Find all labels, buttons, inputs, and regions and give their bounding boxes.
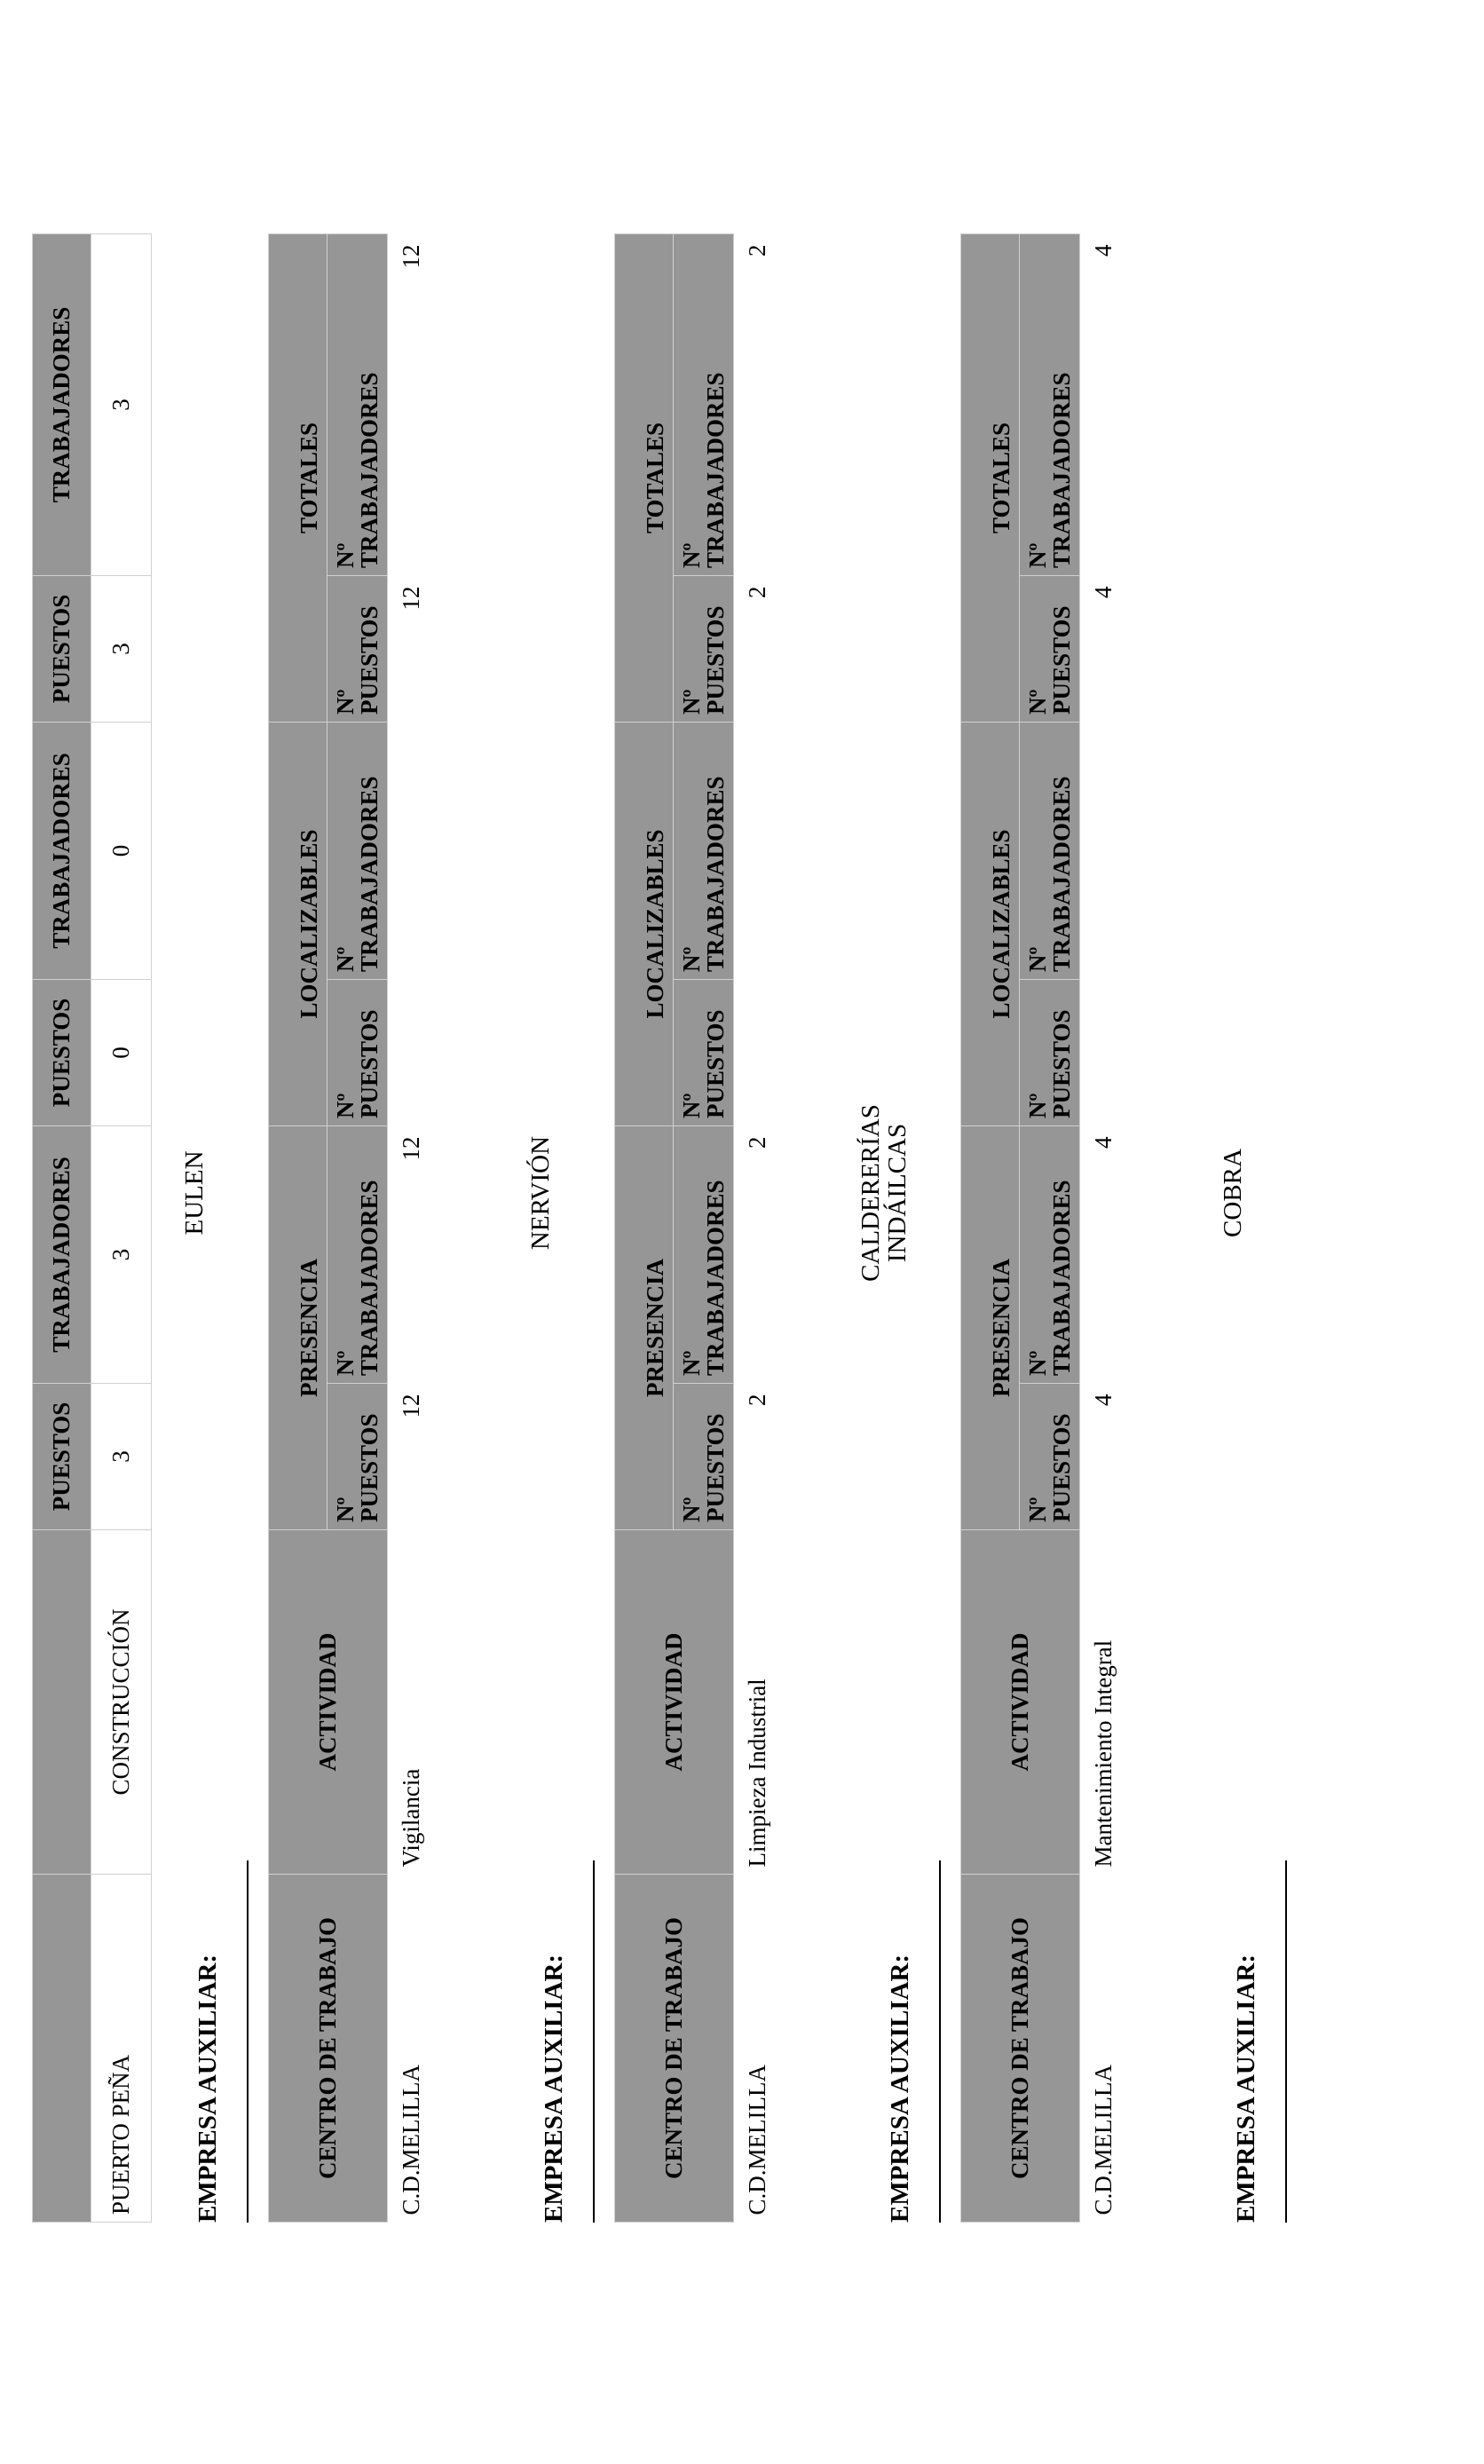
header-centro: CENTRO DE TRABAJO bbox=[615, 1875, 734, 2223]
totales-trabajadores-cell: 2 bbox=[743, 244, 770, 257]
label-underline bbox=[593, 1860, 595, 2223]
totales-trabajadores-cell: 3 bbox=[91, 234, 152, 576]
company-name-line-1: CALDERERÍAS bbox=[856, 1104, 885, 1282]
totales-puestos-cell: 12 bbox=[397, 586, 424, 611]
label-underline bbox=[939, 1860, 941, 2223]
section-cobra bbox=[1219, 234, 1314, 2223]
header-presencia-trabajadores: Nº TRABAJADORES bbox=[328, 1126, 388, 1384]
presencia-trabajadores-cell: 12 bbox=[397, 1136, 424, 1161]
top-table bbox=[32, 233, 152, 2223]
header-presencia-trabajadores: Nº TRABAJADORES bbox=[674, 1126, 734, 1384]
header-totales-puestos: Nº PUESTOS bbox=[674, 575, 734, 722]
centro-cell: C.D.MELILLA bbox=[743, 2065, 770, 2215]
centro-cell: C.D.MELILLA bbox=[397, 2065, 424, 2215]
empresa-auxiliar-label: EMPRESA AUXILIAR: bbox=[886, 1954, 914, 2223]
header-presencia-trabajadores: Nº TRABAJADORES bbox=[1020, 1126, 1080, 1384]
top-table-header-row bbox=[33, 234, 91, 2223]
header-totales: TOTALES bbox=[961, 233, 1020, 722]
header-presencia-puestos: Nº PUESTOS bbox=[1020, 1384, 1080, 1530]
header-centro: CENTRO DE TRABAJO bbox=[961, 1875, 1080, 2223]
header-totales-trabajadores: Nº TRABAJADORES bbox=[674, 233, 734, 575]
header-localizables: LOCALIZABLES bbox=[961, 722, 1020, 1125]
header-presencia: PRESENCIA bbox=[269, 1126, 328, 1530]
company-name: COBRA bbox=[1219, 1149, 1247, 1237]
localizables-trabajadores-cell: 0 bbox=[91, 723, 152, 980]
header-presencia-puestos: Nº PUESTOS bbox=[328, 1384, 388, 1530]
header-actividad: ACTIVIDAD bbox=[269, 1530, 388, 1875]
section-table bbox=[614, 233, 771, 2223]
section-nervion bbox=[526, 234, 799, 2223]
localizables-puestos-cell: 0 bbox=[91, 980, 152, 1126]
localizables-trabajadores-cell bbox=[734, 722, 771, 979]
header-totales-trabajadores: Nº TRABAJADORES bbox=[1020, 233, 1080, 575]
totales-trabajadores-cell: 4 bbox=[1089, 244, 1117, 257]
section-calderarias bbox=[856, 234, 1145, 2223]
header-presencia-puestos: Nº PUESTOS bbox=[674, 1384, 734, 1530]
actividad-cell: CONSTRUCCIÓN bbox=[91, 1530, 152, 1875]
localizables-trabajadores-cell bbox=[1080, 722, 1117, 979]
empresa-auxiliar-label: EMPRESA AUXILIAR: bbox=[193, 1954, 222, 2223]
actividad-cell: Mantenimiento Integral bbox=[1089, 1639, 1117, 1868]
header-localizables-puestos: Nº PUESTOS bbox=[674, 980, 734, 1126]
header-totales-trabajadores: Nº TRABAJADORES bbox=[328, 233, 388, 575]
header-localizables-trabajadores: Nº TRABAJADORES bbox=[674, 722, 734, 979]
header-localizables-puestos: PUESTOS bbox=[33, 980, 91, 1126]
totales-trabajadores-cell: 12 bbox=[397, 244, 424, 269]
header-presencia: PRESENCIA bbox=[615, 1126, 674, 1530]
header-localizables: LOCALIZABLES bbox=[615, 722, 674, 1125]
company-name: EULEN bbox=[180, 1150, 209, 1236]
header-totales-puestos: Nº PUESTOS bbox=[328, 575, 388, 722]
presencia-trabajadores-cell: 3 bbox=[91, 1126, 152, 1384]
presencia-trabajadores-cell: 4 bbox=[1089, 1136, 1117, 1149]
localizables-trabajadores-cell bbox=[388, 722, 425, 979]
presencia-puestos-cell: 12 bbox=[397, 1394, 424, 1418]
label-underline bbox=[247, 1860, 249, 2223]
totales-puestos-cell: 3 bbox=[91, 576, 152, 723]
actividad-cell: Limpieza Industrial bbox=[743, 1678, 770, 1868]
header-localizables: LOCALIZABLES bbox=[269, 722, 328, 1125]
header-presencia-trabajadores: TRABAJADORES bbox=[33, 1126, 91, 1384]
label-underline bbox=[1285, 1860, 1287, 2223]
centro-cell: C.D.MELILLA bbox=[1089, 2065, 1117, 2215]
header-totales: TOTALES bbox=[615, 233, 674, 722]
header-localizables-puestos: Nº PUESTOS bbox=[328, 980, 388, 1126]
top-table-block bbox=[32, 234, 151, 2223]
header-blank-actividad bbox=[33, 1530, 91, 1875]
company-name-line-2: INDÁILCAS bbox=[883, 1123, 912, 1263]
section-table bbox=[268, 233, 425, 2223]
header-localizables-trabajadores: TRABAJADORES bbox=[33, 723, 91, 980]
header-blank-centro bbox=[33, 1875, 91, 2223]
centro-cell: PUERTO PEÑA bbox=[91, 1875, 152, 2223]
section-eulen bbox=[180, 234, 453, 2223]
company-name bbox=[857, 998, 912, 1388]
table-row bbox=[91, 234, 152, 2223]
table-row bbox=[388, 233, 425, 2222]
table-row bbox=[734, 233, 771, 2222]
presencia-puestos-cell: 2 bbox=[743, 1394, 770, 1406]
company-name: NERVIÓN bbox=[526, 1135, 555, 1251]
header-totales-puestos: Nº PUESTOS bbox=[1020, 575, 1080, 722]
header-presencia-puestos: PUESTOS bbox=[33, 1384, 91, 1530]
localizables-puestos-cell bbox=[388, 980, 425, 1126]
presencia-puestos-cell: 4 bbox=[1089, 1394, 1117, 1406]
header-localizables-trabajadores: Nº TRABAJADORES bbox=[328, 722, 388, 979]
localizables-puestos-cell bbox=[734, 980, 771, 1126]
actividad-cell: Vigilancia bbox=[397, 1768, 424, 1868]
header-totales: TOTALES bbox=[269, 233, 328, 722]
empresa-auxiliar-label: EMPRESA AUXILIAR: bbox=[1232, 1954, 1260, 2223]
header-actividad: ACTIVIDAD bbox=[615, 1530, 734, 1875]
header-totales-puestos: PUESTOS bbox=[33, 576, 91, 723]
totales-puestos-cell: 2 bbox=[743, 586, 770, 598]
header-totales-trabajadores: TRABAJADORES bbox=[33, 234, 91, 576]
header-presencia: PRESENCIA bbox=[961, 1126, 1020, 1530]
presencia-puestos-cell: 3 bbox=[91, 1384, 152, 1530]
header-actividad: ACTIVIDAD bbox=[961, 1530, 1080, 1875]
header-centro: CENTRO DE TRABAJO bbox=[269, 1875, 388, 2223]
section-table bbox=[960, 233, 1117, 2223]
table-row bbox=[1080, 233, 1117, 2222]
presencia-trabajadores-cell: 2 bbox=[743, 1136, 770, 1149]
totales-puestos-cell: 4 bbox=[1089, 586, 1117, 598]
empresa-auxiliar-label: EMPRESA AUXILIAR: bbox=[540, 1954, 568, 2223]
header-localizables-puestos: Nº PUESTOS bbox=[1020, 980, 1080, 1126]
header-localizables-trabajadores: Nº TRABAJADORES bbox=[1020, 722, 1080, 979]
localizables-puestos-cell bbox=[1080, 980, 1117, 1126]
